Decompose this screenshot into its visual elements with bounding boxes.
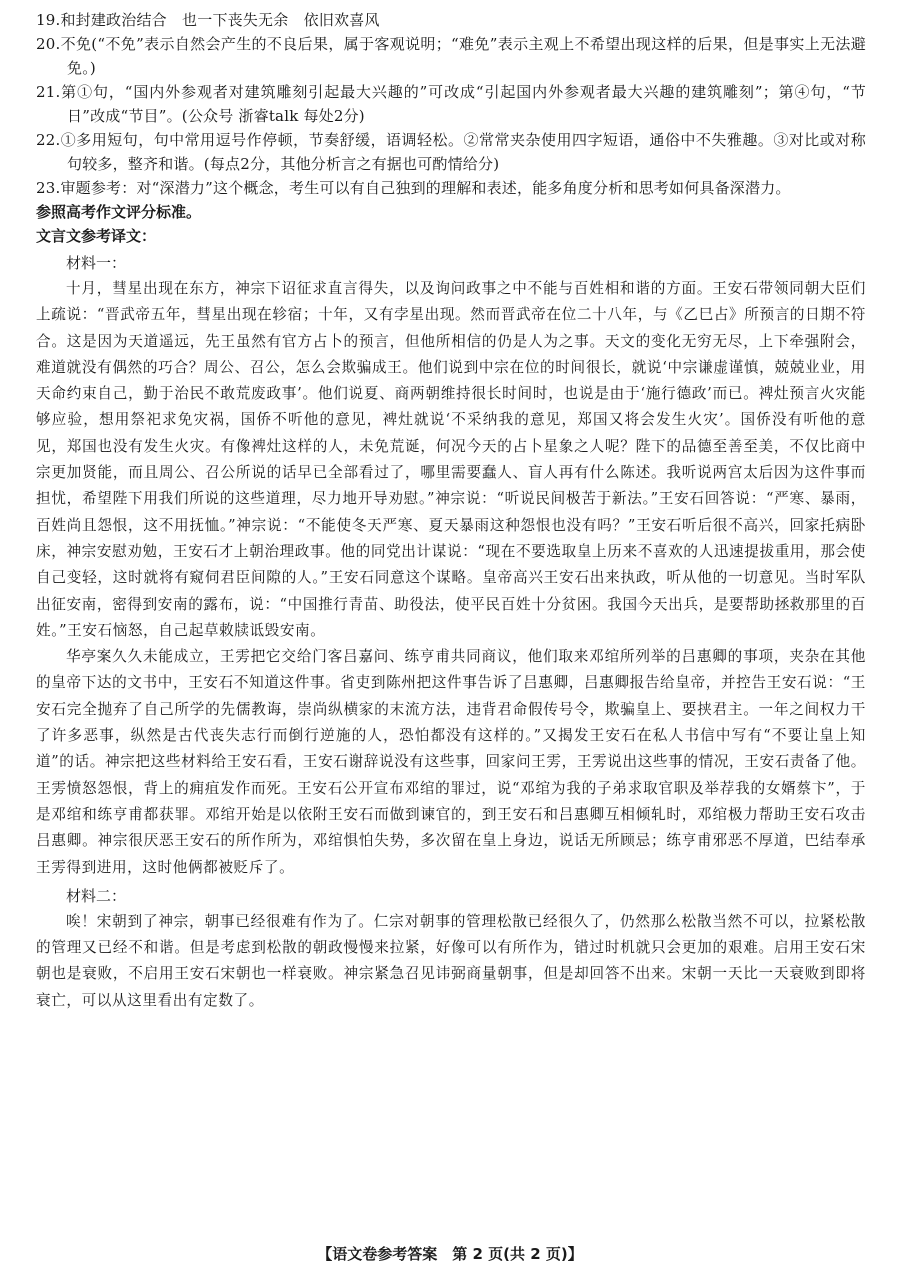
answer-22: 22.①多用短句，句中常用逗号作停顿，节奏舒缓，语调轻松。②常常夹杂使用四字短语，通俗中不失雅趣。③对比或对称句较多，整齐和谐。(每点2分，其他分析言之有据也可酌情给分)	[36, 131, 866, 173]
translation-heading: 文言文参考译文：	[36, 227, 157, 245]
material-one-paragraph-1: 十月，彗星出现在东方，神宗下诏征求直言得失，以及询问政事之中不能与百姓相和谐的方面。王安石带领同朝大臣们上疏说：“晋武帝五年，彗星出现在轸宿；十年，又有孛星出现。然而晋武帝在位二十八年，与《乙巳占》所预言的日期不符合。这是因为天道遥远，先王虽然有官方占卜的预言，但他所相信的仍是人为之事。天文的变化无穷无尽，上下牵强附会，难道就没有偶然的巧合？周公、召公，怎么会欺骗成王。他们说到中宗在位的时间很长，就说‘中宗谦虚谨慎，兢兢业业，用天命约束自己，勤于治民不敢荒废政事’。他们说夏、商两朝维持很长时间时，也说是由于‘施行德政’而已。裨灶预言火灾能够应验，想用祭祀求免灾祸，国侨不听他的意见，裨灶就说‘不采纳我的意见，郑国又将会发生火灾’。国侨没有听他的意见，郑国也没有发生火灾。有像裨灶这样的人，未免荒诞，何况今天的占卜星象之人呢？陛下的品德至善至美，不仅比商中宗更加贤能，而且周公、召公所说的话早已全部看过了，哪里需要蠢人、盲人再有什么陈述。我听说两宫太后因为这件事而担忧，希望陛下用我们所说的这些道理，尽力地开导劝慰。”神宗说：“听说民间极苦于新法。”王安石回答说：“严寒、暴雨，百姓尚且怨恨，这不用抚恤。”神宗说：“不能使冬天严寒、夏天暴雨这种怨恨也没有吗？”王安石听后很不高兴，回家托病卧床，神宗安慰劝勉，王安石才上朝治理政事。他的同党出计谋说：“现在不要选取皇上历来不喜欢的人迅速提拔重用，那会使自己变轻，这时就将有窥伺君臣间隙的人。”王安石同意这个谋略。皇帝高兴王安石出来执政，听从他的一切意见。当时军队出征安南，密得到安南的露布，说：“中国推行青苗、助役法，使平民百姓十分贫困。我国今天出兵，是要帮助拯救那里的百姓。”王安石恼怒，自己起草敕牍诋毁安南。	[36, 280, 866, 639]
answer-19: 19.和封建政治结合 也一下丧失无余 依旧欢喜风	[36, 11, 380, 29]
page-footer: 【语文卷参考答案 第 2 页(共 2 页)】	[317, 1245, 583, 1263]
material-one-paragraph-2: 华亭案久久未能成立，王雱把它交给门客吕嘉问、练亨甫共同商议，他们取来邓绾所列举的吕惠卿的事项，夹杂在其他的皇帝下达的文书中，王安石不知道这件事。省吏到陈州把这件事告诉了吕惠卿，吕惠卿报告给皇帝，并控告王安石说：“王安石完全抛弃了自己所学的先儒教诲，崇尚纵横家的末流方法，违背君命假传号令，欺骗皇上、要挟君主。一年之间权力干了许多恶事，纵然是古代丧失志行而倒行逆施的人，恐怕都没有这样的。”又揭发王安石在私人书信中写有“不要让皇上知道”的话。神宗把这些材料给王安石看，王安石谢辞说没有这些事，回家问王雱，王雱说出这些事的情况，王安石责备了他。王雱愤怒怨恨，背上的痈疽发作而死。王安石公开宣布邓绾的罪过，说“邓绾为我的子弟求取官职及举荐我的女婿蔡卞”，于是邓绾和练亨甫都获罪。邓绾开始是以依附王安石而做到谏官的，到王安石和吕惠卿互相倾轧时，邓绾极力帮助王安石攻击吕惠卿。神宗很厌恶王安石的所作所为，邓绾惧怕失势，多次留在皇上身边，说话无所顾忌；练亨甫邪恶不厚道，巴结奉承王雱得到进用，这时他俩都被贬斥了。	[36, 648, 866, 876]
material-one-label: 材料一：	[66, 254, 127, 272]
answer-23: 23.审题参考：对“深潜力”这个概念，考生可以有自己独到的理解和表述，能多角度分析和思考如何具备深潜力。	[36, 179, 791, 197]
essay-standard-note: 参照高考作文评分标准。	[36, 203, 202, 221]
answer-21: 21.第①句，“国内外参观者对建筑雕刻引起最大兴趣的”可改成“引起国内外参观者最大兴趣的建筑雕刻”；第④句，“节日”改成“节目”。(公众号 浙睿talk 每处2分)	[36, 83, 866, 125]
page-content	[36, 8, 866, 1014]
material-two-label: 材料二：	[66, 886, 127, 905]
material-two-paragraph-1: 唉！宋朝到了神宗，朝事已经很难有作为了。仁宗对朝事的管理松散已经很久了，仍然那么松散当然不可以，拉紧松散的管理又已经不和谐。但是考虑到松散的朝政慢慢来拉紧，好像可以有所作为，错过时机就只会更加的艰难。启用王安石宋朝也是衰败，不启用王安石宋朝也一样衰败。神宗紧急召见讳弼商量朝事，但是却回答不出来。宋朝一天比一天衰败到即将衰亡，可以从这里看出有定数了。	[36, 912, 866, 1009]
answer-20: 20.不免(“不免”表示自然会产生的不良后果，属于客观说明；“难免”表示主观上不希望出现这样的后果，但是事实上无法避免。)	[36, 35, 866, 77]
